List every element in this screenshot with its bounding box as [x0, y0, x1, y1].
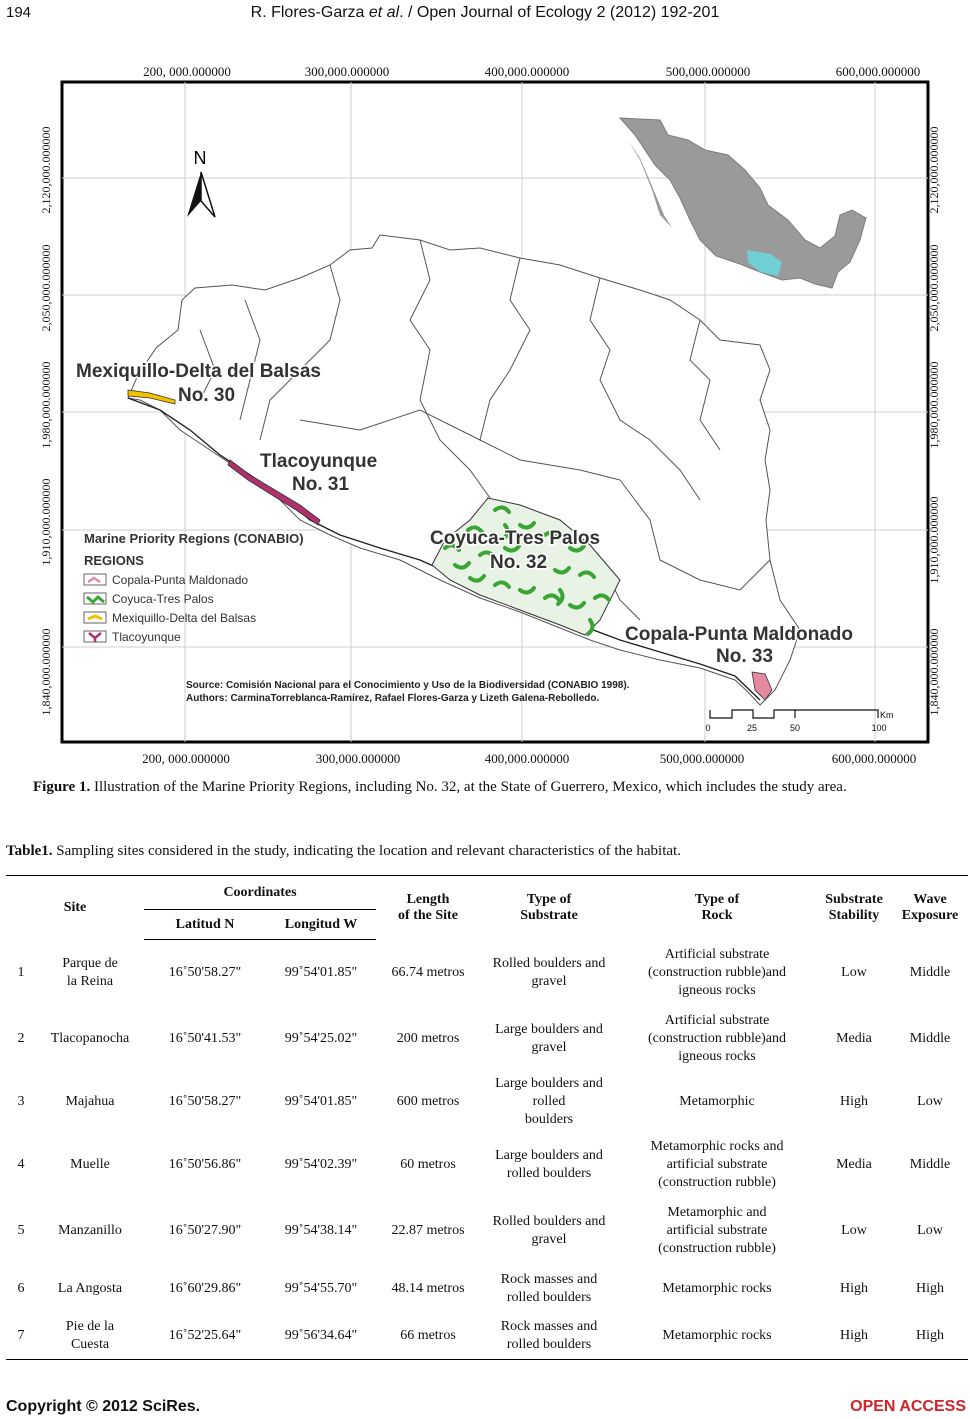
wave-exposure: High — [892, 1314, 968, 1360]
site-name — [36, 1314, 144, 1360]
site-name-line: Parque de — [62, 955, 118, 971]
site-name-line: Pie de la — [65, 1319, 115, 1335]
latitude: 16˚60'29.86" — [168, 1280, 242, 1296]
header-stability — [816, 876, 892, 940]
label-tlacoyunque-number: No. 31 — [292, 474, 350, 495]
longitude: 99˚54'55.70" — [284, 1280, 358, 1296]
legend-item: Mexiquillo-Delta del Balsas — [112, 611, 257, 625]
left-y-label: 1,980,000.000000 — [39, 361, 53, 449]
rock-type — [618, 1132, 816, 1198]
bottom-x-label: 300,000.000000 — [315, 751, 401, 766]
header-latitude: Latitud N — [144, 910, 266, 940]
wave-exposure: High — [916, 1280, 944, 1296]
running-header — [0, 4, 970, 22]
label-mexiquillo-name: Mexiquillo-Delta del Balsas — [76, 361, 321, 382]
guerrero-map-figure — [0, 55, 970, 770]
row-number: 7 — [6, 1314, 36, 1360]
table-row — [6, 1132, 968, 1198]
label-mexiquillo-number: No. 30 — [178, 385, 236, 406]
rock-type — [618, 1006, 816, 1072]
substrate-type-line: gravel — [531, 973, 567, 989]
site-length: 22.87 metros — [391, 1222, 465, 1238]
rock-type — [618, 940, 816, 1006]
substrate-type — [480, 1264, 618, 1314]
latitude: 16˚50'58.27" — [168, 964, 242, 980]
bottom-x-label: 600,000.000000 — [831, 751, 917, 766]
header-authors: R. Flores-Garza — [250, 4, 369, 21]
substrate-type — [480, 1198, 618, 1264]
site-length: 66 metros — [376, 1314, 480, 1360]
table-caption-text: Sampling sites considered in the study, indicating the location and relevant characteristics of the habitat. — [52, 843, 681, 859]
label-coyuca-number: No. 32 — [490, 552, 548, 573]
wave-exposure: Low — [917, 1222, 943, 1238]
substrate-type — [480, 1006, 618, 1072]
scale-tick: 50 — [789, 723, 801, 733]
site-name — [36, 1072, 144, 1132]
substrate-stability: Media — [836, 1156, 872, 1172]
header-journal: . / Open Journal of Ecology 2 (2012) 192-201 — [399, 4, 720, 21]
wave-exposure: Middle — [909, 1030, 951, 1046]
header-length-line: of the Site — [398, 907, 458, 923]
rock-type — [618, 1264, 816, 1314]
scale-tick: 0 — [705, 723, 711, 733]
substrate-type-line: gravel — [531, 1039, 567, 1055]
scale-tick: 25 — [746, 723, 758, 733]
legend-title: Marine Priority Regions (CONABIO) — [84, 531, 304, 546]
substrate-type-line: Large boulders and — [495, 1021, 603, 1037]
wave-exposure: Middle — [909, 964, 951, 980]
row-number: 5 — [17, 1222, 25, 1238]
table-row — [6, 1006, 968, 1072]
substrate-type-line: Rolled boulders and — [492, 1213, 606, 1229]
north-label: N — [193, 148, 207, 168]
rock-type — [618, 1314, 816, 1360]
header-longitude: Longitud W — [266, 910, 376, 940]
substrate-stability: High — [840, 1093, 868, 1109]
table-row — [6, 1198, 968, 1264]
header-wave — [892, 876, 968, 940]
site-name-line: La Angosta — [57, 1280, 123, 1296]
header-rock-line: Rock — [701, 907, 733, 923]
rock-type-line: Metamorphic rocks — [662, 1280, 772, 1296]
top-x-label: 400,000.000000 — [484, 64, 570, 79]
sampling-sites-table — [6, 875, 968, 1360]
site-length: 66.74 metros — [391, 964, 465, 980]
header-etal: et al — [368, 4, 400, 21]
legend-item: Tlacoyunque — [112, 630, 181, 644]
legend-item: Coyuca-Tres Palos — [112, 592, 214, 606]
header-substrate-line: Substrate — [520, 907, 578, 923]
rock-type-line: (construction rubble)and — [647, 1030, 786, 1046]
substrate-type — [480, 1314, 618, 1360]
right-y-label: 2,120,000.000000 — [927, 126, 941, 214]
table-caption — [6, 843, 681, 860]
longitude: 99˚54'01.85" — [284, 964, 358, 980]
map-authors: Authors: CarminaTorreblanca-Ramírez, Rafael Flores-Garza y Lizeth Galena-Rebolledo. — [186, 693, 600, 704]
table-row — [6, 1314, 968, 1360]
bottom-x-label: 200, 000.000000 — [142, 751, 230, 766]
site-name — [36, 1198, 144, 1264]
header-substrate-line: Type of — [526, 891, 572, 907]
right-y-label: 1,910,000.000000 — [927, 496, 941, 584]
latitude: 16˚52'25.64" — [144, 1314, 266, 1360]
rock-type-line: igneous rocks — [678, 1048, 756, 1064]
label-copala-number: No. 33 — [716, 646, 774, 667]
bottom-x-label: 400,000.000000 — [484, 751, 570, 766]
site-name — [36, 1132, 144, 1198]
header-rock-line: Type of — [694, 891, 740, 907]
figure-caption-text: Illustration of the Marine Priority Regions, including No. 32, at the State of Guerrero, Mexico, which includes the study area. — [90, 779, 847, 795]
longitude: 99˚54'02.39" — [284, 1156, 358, 1172]
table-row — [6, 1264, 968, 1314]
top-x-label: 300,000.000000 — [304, 64, 390, 79]
header-rock — [618, 876, 816, 940]
rock-type-line: Metamorphic and — [667, 1204, 767, 1220]
substrate-type-line: rolled — [532, 1093, 566, 1109]
longitude: 99˚54'38.14" — [284, 1222, 358, 1238]
scale-unit: Km — [880, 710, 894, 720]
rock-type-line: Metamorphic — [679, 1093, 755, 1109]
latitude: 16˚50'41.53" — [168, 1030, 242, 1046]
figure-caption — [33, 777, 943, 797]
open-access-label: OPEN ACCESS — [850, 1398, 966, 1415]
site-name — [36, 940, 144, 1006]
label-coyuca-name: Coyuca-Tres Palos — [430, 528, 601, 549]
header-site: Site — [6, 876, 144, 940]
site-name-line: Manzanillo — [58, 1222, 122, 1238]
bottom-x-label: 500,000.000000 — [659, 751, 745, 766]
substrate-type-line: Large boulders and — [495, 1147, 603, 1163]
site-name — [36, 1006, 144, 1072]
header-wave-line: Wave — [913, 891, 947, 907]
longitude: 99˚56'34.64" — [266, 1314, 376, 1360]
label-copala-name: Copala-Punta Maldonado — [625, 624, 853, 645]
substrate-type-line: rolled boulders — [506, 1165, 592, 1181]
row-number: 3 — [17, 1093, 25, 1109]
substrate-type-line: Large boulders and — [495, 1075, 603, 1091]
label-tlacoyunque-name: Tlacoyunque — [260, 451, 378, 472]
top-x-label: 600,000.000000 — [835, 64, 921, 79]
site-name-line: Majahua — [65, 1093, 115, 1109]
substrate-type-line: boulders — [524, 1111, 574, 1127]
rock-type-line: artificial substrate — [666, 1222, 768, 1238]
left-y-label: 1,910,000.000000 — [39, 478, 53, 566]
substrate-stability: Media — [836, 1030, 872, 1046]
header-wave-line: Exposure — [901, 907, 959, 923]
site-name-line: Muelle — [70, 1156, 110, 1172]
rock-type-line: artificial substrate — [666, 1156, 768, 1172]
right-y-label: 1,980,000.000000 — [927, 361, 941, 449]
latitude: 16˚50'58.27" — [168, 1093, 242, 1109]
latitude: 16˚50'56.86" — [168, 1156, 242, 1172]
rock-type — [618, 1198, 816, 1264]
rock-type-line: (construction rubble)and — [647, 964, 786, 980]
longitude: 99˚54'25.02" — [284, 1030, 358, 1046]
header-coordinates: Coordinates — [144, 876, 376, 910]
legend-subtitle: REGIONS — [84, 553, 144, 568]
header-length — [376, 876, 480, 940]
substrate-stability: High — [816, 1314, 892, 1360]
wave-exposure: Middle — [909, 1156, 951, 1172]
substrate-stability: Low — [841, 964, 867, 980]
site-name-line: Tlacopanocha — [50, 1030, 130, 1046]
page-number: 194 — [6, 4, 32, 21]
substrate-type — [480, 940, 618, 1006]
table-body — [6, 940, 968, 1360]
longitude: 99˚54'01.85" — [284, 1093, 358, 1109]
table-row — [6, 1072, 968, 1132]
figure-label: Figure 1. — [33, 779, 91, 795]
left-y-label: 2,120,000.000000 — [39, 126, 53, 214]
site-name — [36, 1264, 144, 1314]
left-y-label: 2,050,000.000000 — [39, 244, 53, 332]
substrate-type-line: rolled boulders — [506, 1289, 592, 1305]
site-length: 600 metros — [396, 1093, 460, 1109]
rock-type-line: Artificial substrate — [664, 946, 770, 962]
substrate-type-line: Rolled boulders and — [492, 955, 606, 971]
substrate-stability: High — [840, 1280, 868, 1296]
header-stability-line: Substrate — [825, 891, 883, 907]
substrate-type-line: Rock masses and — [500, 1319, 598, 1335]
header-length-line: Length — [406, 891, 450, 907]
legend-item: Copala-Punta Maldonado — [112, 573, 249, 587]
substrate-type-line: gravel — [531, 1231, 567, 1247]
site-name-line: la Reina — [66, 973, 114, 989]
site-length: 200 metros — [396, 1030, 460, 1046]
substrate-stability: Low — [841, 1222, 867, 1238]
wave-exposure: Low — [917, 1093, 943, 1109]
rock-type-line: Metamorphic rocks — [662, 1328, 772, 1344]
row-number: 1 — [17, 964, 25, 980]
substrate-type-line: Rock masses and — [500, 1271, 598, 1287]
substrate-type — [480, 1132, 618, 1198]
rock-type-line: (construction rubble) — [658, 1174, 776, 1190]
row-number: 4 — [17, 1156, 25, 1172]
table-label: Table1. — [6, 843, 53, 859]
right-y-label: 2,050,000.000000 — [927, 244, 941, 332]
rock-type-line: igneous rocks — [678, 982, 756, 998]
site-length: 48.14 metros — [391, 1280, 465, 1296]
top-x-label: 200, 000.000000 — [143, 64, 231, 79]
site-name-line: Cuesta — [70, 1337, 110, 1353]
substrate-type — [480, 1072, 618, 1132]
copyright-notice: Copyright © 2012 SciRes. — [6, 1398, 201, 1415]
left-y-label: 1,840,000.000000 — [39, 628, 53, 716]
site-length: 60 metros — [400, 1156, 456, 1172]
rock-type-line: Metamorphic rocks and — [650, 1138, 784, 1154]
latitude: 16˚50'27.90" — [168, 1222, 242, 1238]
row-number: 6 — [17, 1280, 25, 1296]
map-source: Source: Comisión Nacional para el Conocimiento y Uso de la Biodiversidad (CONABIO 1998). — [186, 680, 630, 691]
right-y-label: 1,840,000.000000 — [927, 628, 941, 716]
top-x-label: 500,000.000000 — [665, 64, 751, 79]
header-stability-line: Stability — [828, 907, 880, 923]
scale-tick: 100 — [871, 723, 887, 733]
table-row — [6, 940, 968, 1006]
rock-type-line: Artificial substrate — [664, 1012, 770, 1028]
header-substrate — [480, 876, 618, 940]
rock-type-line: (construction rubble) — [658, 1240, 776, 1256]
row-number: 2 — [17, 1030, 25, 1046]
rock-type — [618, 1072, 816, 1132]
substrate-type-line: rolled boulders — [506, 1337, 592, 1353]
